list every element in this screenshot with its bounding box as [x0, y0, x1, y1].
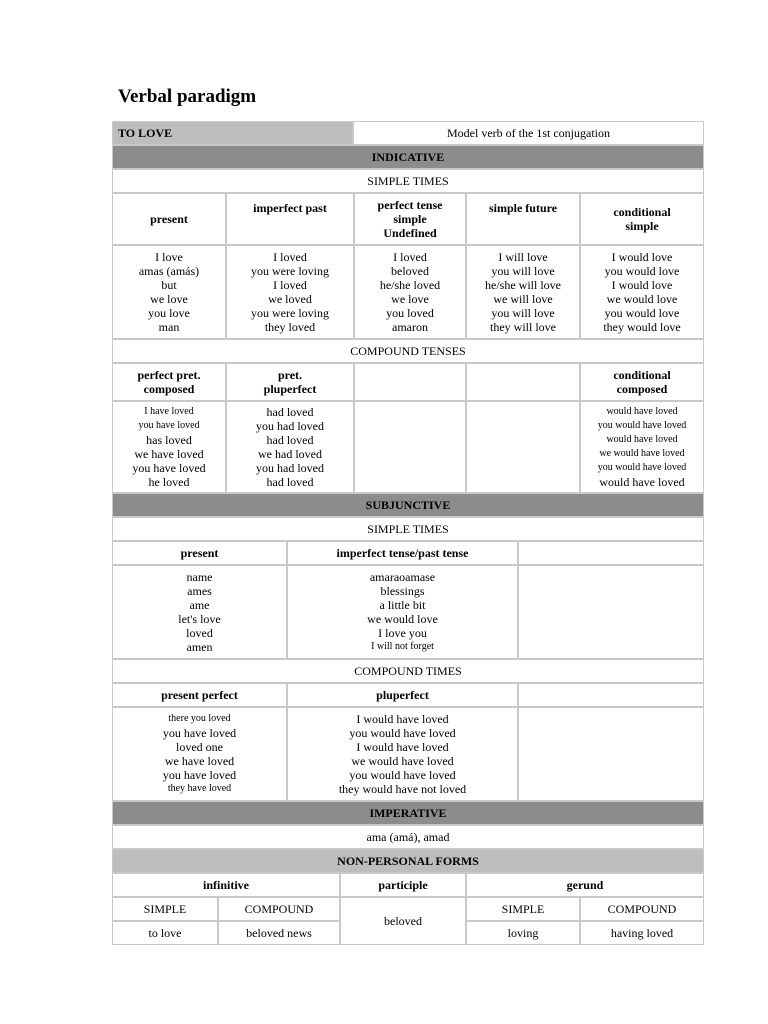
participle-value: beloved: [340, 897, 466, 945]
section-indicative: INDICATIVE: [112, 145, 704, 169]
form: I would love: [611, 278, 673, 292]
form: but: [161, 278, 177, 292]
form: we would have loved: [351, 754, 454, 768]
gerund-compound: having loved: [580, 921, 704, 945]
form: we will love: [493, 292, 553, 306]
conditional-composed-forms: [580, 401, 704, 493]
form: you would love: [604, 264, 680, 278]
header-imperfect: imperfect tense/past tense: [287, 541, 518, 565]
form: I would have loved: [356, 712, 449, 726]
perfect-forms: [354, 245, 466, 339]
form: amaraoamase: [369, 570, 436, 584]
present-forms: [112, 245, 226, 339]
nonpersonal-values: [112, 897, 704, 945]
indicative-compound-values: [112, 401, 704, 493]
form: we love: [391, 292, 429, 306]
form: blessings: [380, 584, 425, 598]
form: you love: [148, 306, 190, 320]
header-gerund: gerund: [466, 873, 704, 897]
form: we loved: [268, 292, 312, 306]
form: I loved: [393, 250, 427, 264]
infinitive-simple: to love: [112, 921, 218, 945]
form: I love: [155, 250, 183, 264]
form: ame: [189, 598, 210, 612]
form: amas (amás): [138, 264, 200, 278]
verb-row: [112, 121, 704, 145]
subjunctive-compound-headers: [112, 683, 704, 707]
infinitive-compound-header: COMPOUND: [218, 897, 340, 921]
form: let's love: [178, 612, 221, 626]
section-non-personal-forms: NON-PERSONAL FORMS: [112, 849, 704, 873]
future-forms: [466, 245, 580, 339]
form: had loved: [266, 475, 314, 489]
header-pluperfect: pret. pluperfect: [226, 363, 354, 401]
form: you have loved: [162, 768, 237, 782]
form: I loved: [273, 250, 307, 264]
section-imperative: IMPERATIVE: [112, 801, 704, 825]
gerund-group: [466, 897, 704, 945]
form: man: [158, 320, 180, 334]
infinitive-compound: beloved news: [218, 921, 340, 945]
header-infinitive: infinitive: [112, 873, 340, 897]
form: ames: [187, 584, 212, 598]
form: he/she loved: [379, 278, 441, 292]
nonpersonal-headers: [112, 873, 704, 897]
imperfect-forms: [226, 245, 354, 339]
form: you have loved: [132, 461, 206, 475]
indicative-compound-headers: [112, 363, 704, 401]
header-conditional: conditional simple: [580, 193, 704, 245]
form: I love you: [378, 626, 427, 640]
form: I would have loved: [356, 740, 449, 754]
header-perfect: perfect tense simple Undefined: [354, 193, 466, 245]
form: you would have loved: [349, 726, 456, 740]
form: you were loving: [251, 306, 329, 320]
form: we would love: [606, 292, 678, 306]
form: I will not forget: [371, 641, 434, 652]
form: had loved: [266, 433, 314, 447]
imperfect-forms: [287, 565, 518, 659]
subjunctive-compound-values: [112, 707, 704, 801]
form: we have loved: [164, 754, 235, 768]
empty-cell: [466, 363, 580, 401]
imperative-value: ama (amá), amad: [112, 825, 704, 849]
subjunctive-simple-values: [112, 565, 704, 659]
form: had loved: [266, 405, 314, 419]
form: you would have loved: [597, 462, 687, 473]
verb-note: Model verb of the 1st conjugation: [353, 121, 704, 145]
form: we would love: [367, 612, 438, 626]
gerund-simple-header: SIMPLE: [466, 897, 580, 921]
present-forms: [112, 565, 287, 659]
present-perfect-forms: [112, 707, 287, 801]
form: beloved: [391, 264, 429, 278]
header-participle: participle: [340, 873, 466, 897]
indicative-simple-values: [112, 245, 704, 339]
header-future: simple future: [466, 193, 580, 245]
form: he loved: [148, 475, 190, 489]
gerund-compound-header: COMPOUND: [580, 897, 704, 921]
form: we have loved: [134, 447, 204, 461]
header-perfect-composed: perfect pret. composed: [112, 363, 226, 401]
form: you would love: [604, 306, 680, 320]
header-present-perfect: present perfect: [112, 683, 287, 707]
form: you had loved: [256, 461, 324, 475]
form: you have loved: [162, 726, 237, 740]
empty-cell: [466, 401, 580, 493]
form: they would have not loved: [338, 782, 467, 796]
form: would have loved: [599, 475, 685, 489]
perfect-composed-forms: [112, 401, 226, 493]
form: there you loved: [168, 713, 231, 724]
form: we had loved: [258, 447, 322, 461]
empty-cell: [354, 401, 466, 493]
gerund-simple: loving: [466, 921, 580, 945]
subsection-compound-times: COMPOUND TIMES: [112, 659, 704, 683]
subsection-simple-times: SIMPLE TIMES: [112, 169, 704, 193]
header-imperfect: imperfect past: [226, 193, 354, 245]
form: you will love: [491, 306, 555, 320]
page-title: Verbal paradigm: [118, 86, 257, 107]
verb-name: TO LOVE: [112, 121, 353, 145]
form: amen: [186, 640, 213, 654]
form: amaron: [392, 320, 428, 334]
form: I have loved: [144, 406, 194, 417]
subsection-compound-tenses: COMPOUND TENSES: [112, 339, 704, 363]
form: you will love: [491, 264, 555, 278]
form: would have loved: [606, 406, 678, 417]
form: he/she will love: [485, 278, 561, 292]
form: you were loving: [251, 264, 329, 278]
section-subjunctive: SUBJUNCTIVE: [112, 493, 704, 517]
empty-cell: [518, 565, 704, 659]
form: they will love: [490, 320, 556, 334]
empty-cell: [518, 541, 704, 565]
pluperfect-forms: [287, 707, 518, 801]
form: they would love: [603, 320, 681, 334]
empty-cell: [354, 363, 466, 401]
infinitive-simple-header: SIMPLE: [112, 897, 218, 921]
form: you would have loved: [349, 768, 456, 782]
form: has loved: [146, 433, 192, 447]
subjunctive-simple-headers: [112, 541, 704, 565]
form: I would love: [611, 250, 673, 264]
empty-cell: [518, 683, 704, 707]
form: I will love: [498, 250, 548, 264]
indicative-simple-headers: [112, 193, 704, 245]
form: would have loved: [606, 434, 678, 445]
header-pluperfect: pluperfect: [287, 683, 518, 707]
form: loved one: [176, 740, 223, 754]
form: you would have loved: [597, 420, 687, 431]
header-conditional-composed: conditional composed: [580, 363, 704, 401]
infinitive-group: [112, 897, 340, 945]
form: you had loved: [256, 419, 324, 433]
form: name: [186, 570, 213, 584]
form: I loved: [273, 278, 307, 292]
form: we would have loved: [599, 448, 685, 459]
verb-paradigm-table: [112, 121, 704, 945]
empty-cell: [518, 707, 704, 801]
form: you loved: [386, 306, 434, 320]
form: a little bit: [379, 598, 426, 612]
form: they loved: [264, 320, 316, 334]
conditional-forms: [580, 245, 704, 339]
form: they have loved: [167, 783, 232, 794]
form: you have loved: [138, 420, 200, 431]
pluperfect-forms: [226, 401, 354, 493]
subsection-simple-times: SIMPLE TIMES: [112, 517, 704, 541]
form: loved: [186, 626, 213, 640]
header-present: present: [112, 193, 226, 245]
header-present: present: [112, 541, 287, 565]
form: we love: [150, 292, 188, 306]
